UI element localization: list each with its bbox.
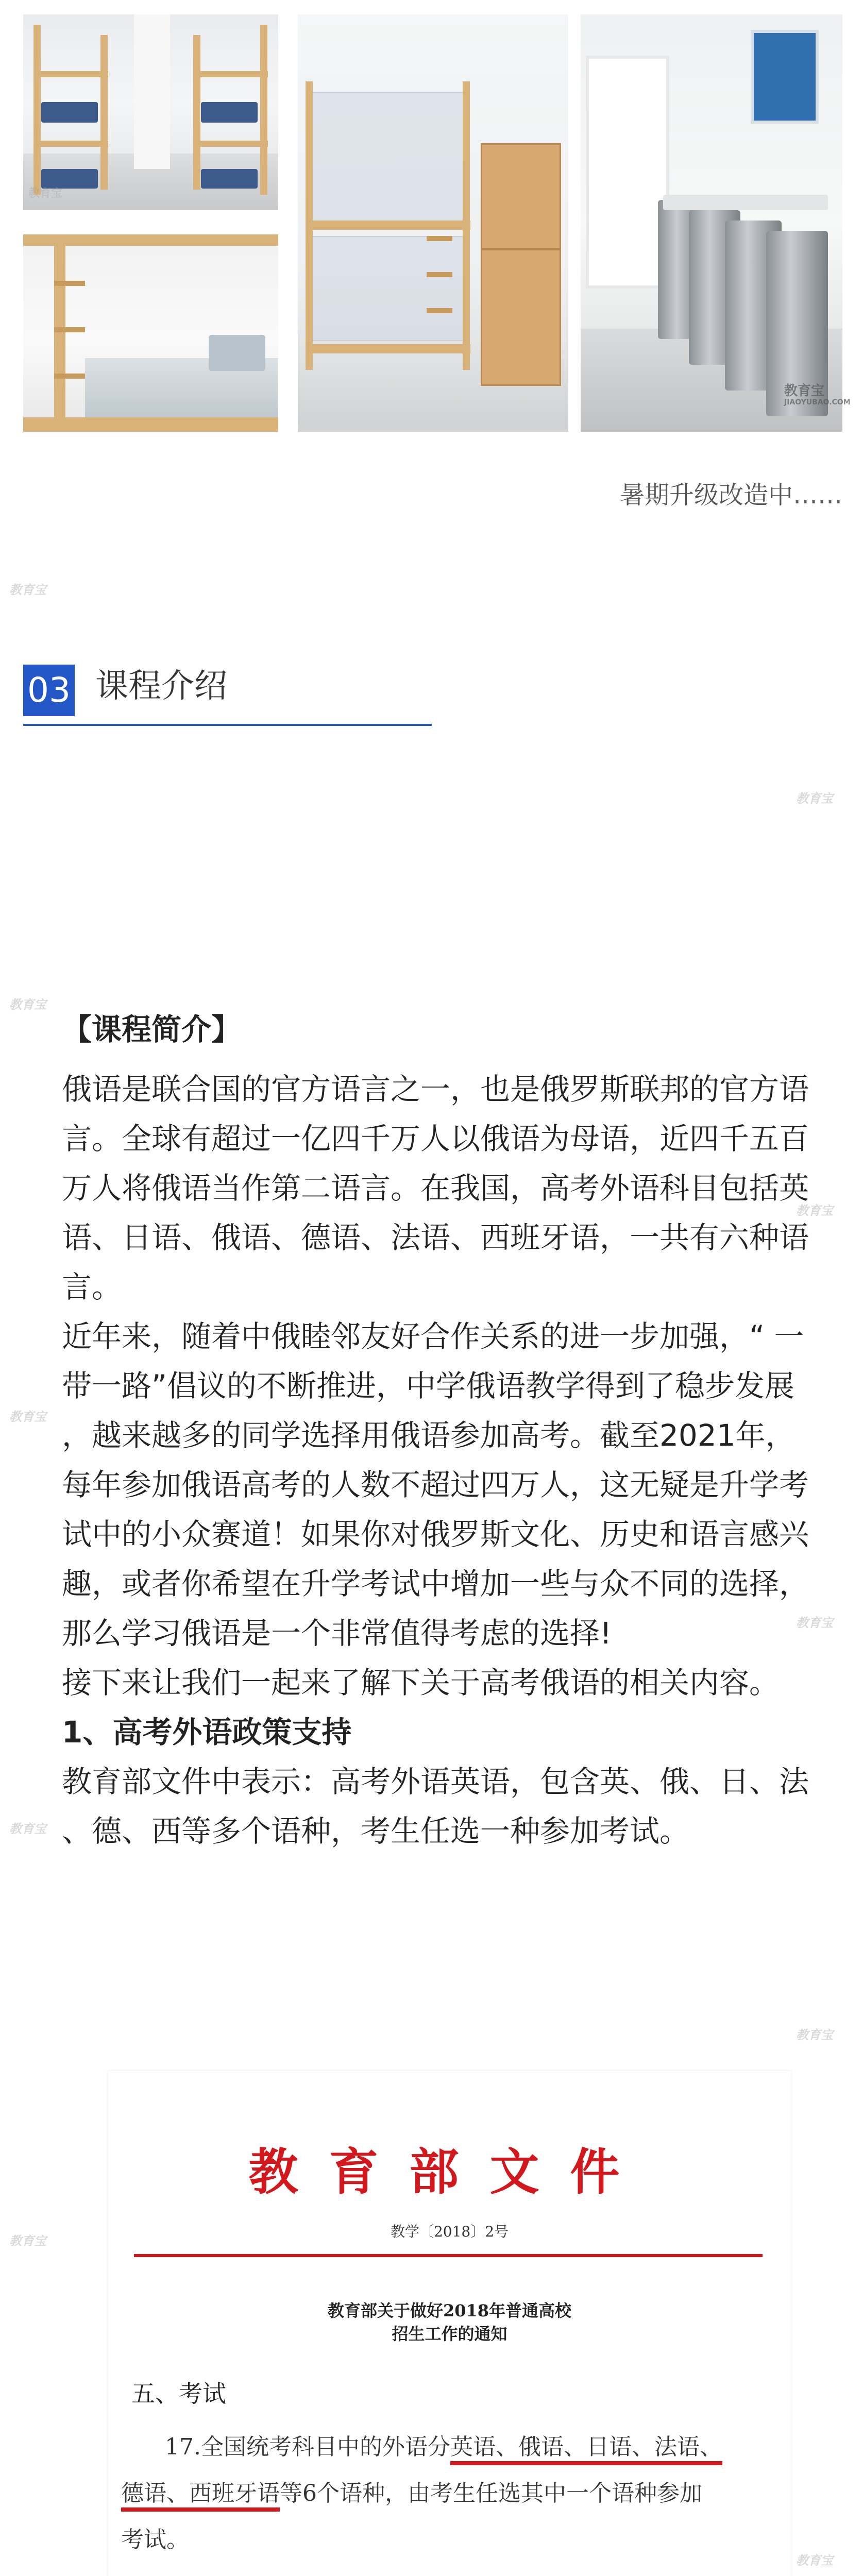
side-watermark: 教育宝 [9, 2234, 46, 2248]
photo-watermark: 教育宝 [784, 383, 825, 399]
side-watermark: 教育宝 [796, 1204, 833, 1218]
intro-paragraph-2 [62, 1312, 809, 1658]
document-text: 等6个语种，由考生任选其中一个语种参加 [280, 2480, 702, 2506]
side-watermark: 教育宝 [796, 2028, 833, 2042]
text-line: 万人将俄语当作第二语言。在我国，高考外语科目包括英 [62, 1171, 809, 1206]
section-title: 课程介绍 [95, 667, 227, 705]
document-heading-line-1: 教育部关于做好2018年普通高校 [327, 2301, 572, 2320]
side-watermark: 教育宝 [9, 583, 46, 597]
photo-dorm-bunkbeds [23, 14, 278, 210]
document-body-line-2 [121, 2478, 791, 2509]
document-title: 教育部文件 [248, 2143, 651, 2201]
text-line: 、德、西等多个语种，考生任选一种参加考试。 [62, 1814, 690, 1849]
policy-heading: 1、高考外语政策支持 [62, 1715, 352, 1750]
document-number: 教学〔2018〕2号 [390, 2223, 509, 2240]
document-highlight: 德语、西班牙语 [121, 2480, 280, 2512]
ministry-document-image [108, 2071, 791, 2576]
text-line: 近年来，随着中俄睦邻友好合作关系的进一步加强，“ 一 [62, 1319, 804, 1354]
document-text: 17.全国统考科目中的外语分 [165, 2434, 450, 2460]
text-line: 言。全球有超过一亿四千万人以俄语为母语，近四千五百 [62, 1121, 809, 1156]
document-red-rule [134, 2254, 763, 2257]
text-line: 那么学习俄语是一个非常值得考虑的选择! [62, 1616, 612, 1651]
document-body-line-1 [165, 2432, 835, 2463]
text-line: 每年参加俄语高考的人数不超过四万人，这无疑是升学考 [62, 1467, 809, 1502]
text-line: 试中的小众赛道！如果你对俄罗斯文化、历史和语言感兴 [62, 1517, 809, 1552]
side-watermark: 教育宝 [9, 1410, 46, 1424]
side-watermark: 教育宝 [9, 997, 46, 1012]
side-watermark: 教育宝 [796, 1616, 833, 1630]
text-line: 俄语是联合国的官方语言之一，也是俄罗斯联邦的官方语 [62, 1072, 809, 1107]
intro-heading: 【课程简介】 [62, 1012, 242, 1047]
intro-paragraph-1 [62, 1064, 809, 1312]
photo-caption: 暑期升级改造中…… [619, 481, 842, 510]
text-line: 语、日语、俄语、德语、法语、西班牙语，一共有六种语 [62, 1220, 809, 1255]
document-highlight: 英语、俄语、日语、法语、 [450, 2434, 722, 2465]
photo-beds-cabinets [298, 14, 568, 432]
text-line: 趣，或者你希望在升学考试中增加一些与众不同的选择， [62, 1566, 809, 1601]
side-watermark: 教育宝 [796, 791, 833, 806]
text-line: 带一路”倡议的不断推进，中学俄语教学得到了稳步发展 [62, 1368, 795, 1403]
photo-laundry-room [581, 14, 851, 432]
section-divider [23, 724, 432, 726]
text-line: ，越来越多的同学选择用俄语参加高考。截至2021年， [62, 1418, 796, 1453]
text-line: 言。 [62, 1269, 122, 1304]
policy-paragraph [62, 1757, 809, 1856]
photo-watermark: 教育宝 [28, 187, 63, 200]
document-section-title: 五、考试 [131, 2380, 226, 2408]
text-line: 教育部文件中表示：高考外语英语，包含英、俄、日、法 [62, 1764, 809, 1799]
photo-watermark-url: JIAOYUBAO.COM [784, 398, 851, 406]
document-body-line-3: 考试。 [121, 2527, 189, 2553]
side-watermark: 教育宝 [796, 2553, 833, 2568]
document-heading-line-2: 招生工作的通知 [392, 2324, 507, 2344]
side-watermark: 教育宝 [9, 1822, 46, 1836]
section-number: 03 [23, 665, 75, 716]
photo-bed-closeup [23, 234, 278, 432]
intro-paragraph-3: 接下来让我们一起来了解下关于高考俄语的相关内容。 [62, 1665, 780, 1700]
